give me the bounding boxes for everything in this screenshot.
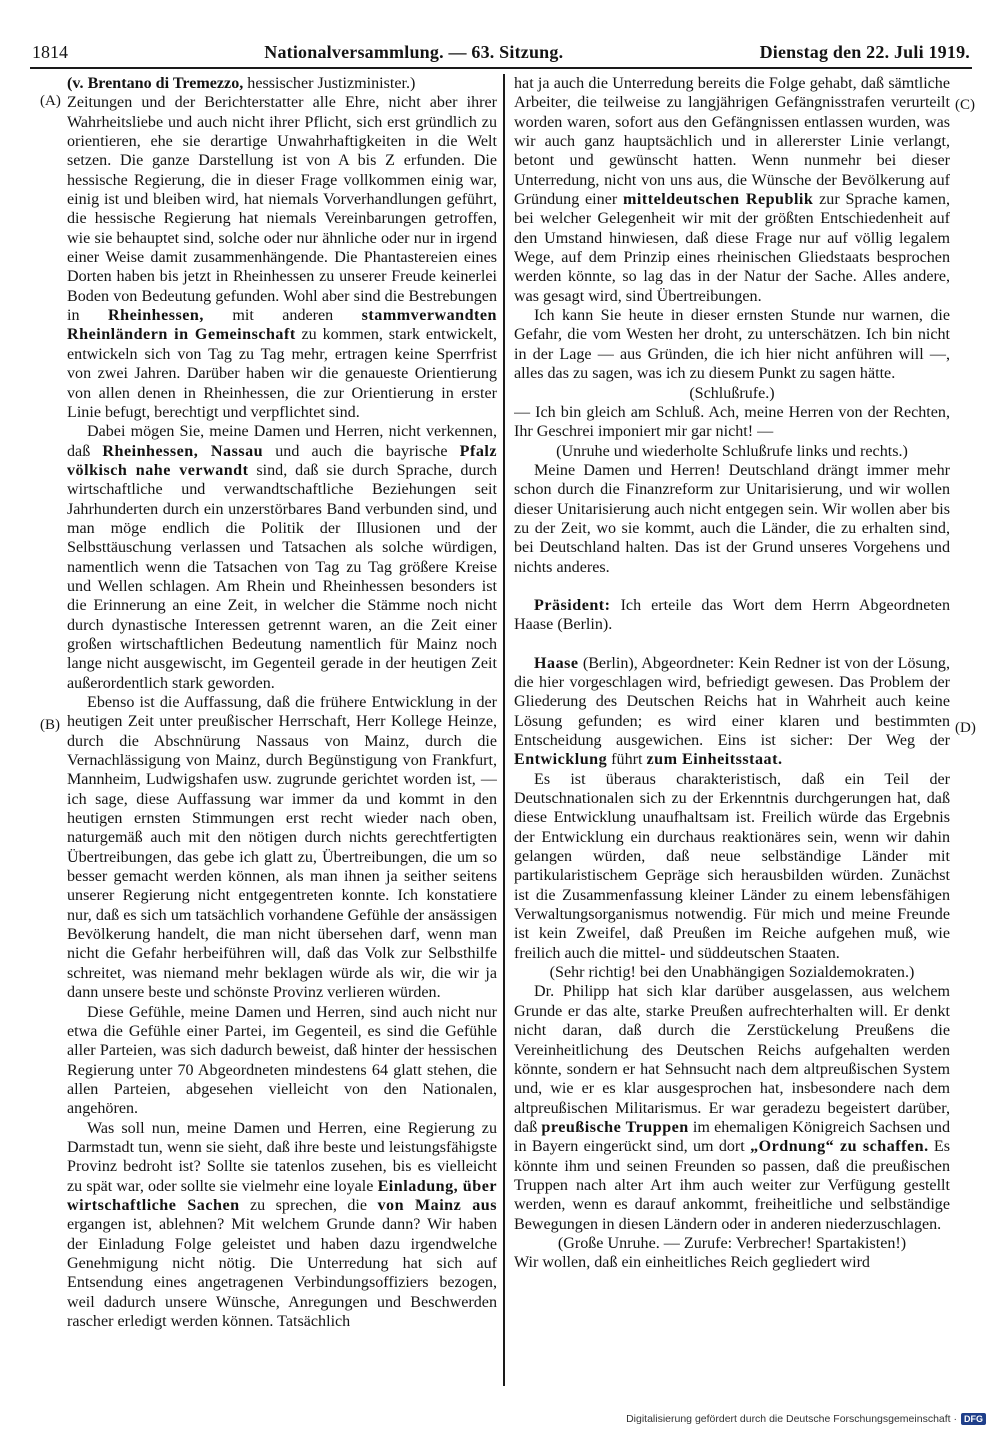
bold-phrase: preußische Truppen (541, 1118, 689, 1136)
text-run: zu kommen, stark entwickelt, entwickeln sich von Tag zu Tag mehr, ertragen keine Sperrfrist von zwei Jahren. Darüber haben wir die genaueste Orientierung von allen denen in Rheinhessen, die zur Orientierung in erster Linie befugt, berechtigt und verpflichtet sind. (67, 326, 497, 421)
text-run: zu sprechen, die (239, 1196, 367, 1214)
interjection: (Unruhe und wiederholte Schlußrufe links und rechts.) (556, 442, 908, 460)
bold-phrase: „Ordnung“ zu schaffen. (750, 1138, 929, 1156)
bold-phrase: Pfalz völkisch nahe verwandt (67, 442, 497, 479)
text-run: mit anderen (203, 307, 334, 325)
speaker-role: hessischer Justizminister.) (243, 75, 416, 92)
paragraph (67, 1119, 497, 1332)
text-run: ergangen ist, ablehnen? Mit welchem Grunde dann? Wir haben der Einladung Folge geleistet und haben dazu irgendwelche Genehmigung nicht nötig. Die Unterredung hat sich auf Entsendung eines angetragenen Verbindungsoffiziers bezogen, weil dadurch unsere Wünsche, Anregungen und Beschwerden rascher erledigt werden können. Tatsächlich (67, 1216, 497, 1330)
speaker-name: Haase (534, 654, 579, 672)
text-run: im ehemaligen Königreich Sachsen und in Bayern eingerückt sind, um dort (514, 1118, 950, 1156)
page-number: 1814 (32, 42, 68, 62)
bold-phrase: zum Einheitsstaat. (646, 751, 783, 769)
bold-phrase: Rheinhessen, (108, 307, 204, 325)
paragraph (514, 982, 950, 1233)
column-divider (503, 74, 505, 1386)
right-column (514, 74, 950, 1390)
bold-phrase: mitteldeutschen Republik (623, 191, 814, 209)
bold-phrase: Einladung, über wirtschaftliche Sachen (67, 1177, 497, 1214)
interjection: (Große Unruhe. — Zurufe: Verbrecher! Spartakisten!) (557, 1234, 907, 1252)
paragraph: Meine Damen und Herren! Deutschland drängt immer mehr schon durch die Finanzreform zur Unitarisierung, und wir wollen dieser Unitarisierung auch nicht entgegen sein. Wir wollen aber bis zu der Zeit, wo sie kommt, auch die Länder, die zu erhalten sind, bei Deutschland halten. Das ist der Grund unseres Vorgehens und nichts anderes. (514, 461, 950, 576)
margin-mark-b: (B) (40, 717, 60, 733)
margin-mark-c: (C) (955, 97, 975, 113)
speaker-name: (v. Brentano di Tremezzo, (67, 75, 244, 92)
bold-phrase: Entwicklung (514, 751, 608, 769)
paragraph: Ich kann Sie heute in dieser ernsten Stunde nur warnen, die Gefahr, die vom Westen her droht, zu unterschätzen. Ich bin nicht in der Lage — aus Gründen, die ich hier nicht anführen will —, alles das zu sagen, was ich zu diesem Punkt zu sagen hätte. (514, 307, 950, 383)
running-title: Nationalversammlung. — 63. Sitzung. (264, 42, 564, 62)
text-run: führt (607, 751, 643, 769)
paragraph: — Ich bin gleich am Schluß. Ach, meine Herren von der Rechten, Ihr Geschrei imponiert mir gar nicht! — (514, 403, 950, 441)
text-run: Ich erteile das Wort dem Herrn Abgeordneten Haase (Berlin). (514, 596, 950, 634)
bold-phrase: stammverwandten Rheinländern in Gemeinschaft (67, 307, 497, 344)
interjection: (Sehr richtig! bei den Unabhängigen Sozialdemokraten.) (549, 964, 915, 982)
text-run: (Berlin), Abgeordneter: Kein Redner ist von der Lösung, die hier vorgeschlagen wird, befriedigt gewesen. Das Problem der Gliederung des Deutschen Reichs hat in Wahrheit auch keine Lösung gefunden; es wird einer klaren und bestimmten Entscheidung ausgewichen. Eins ist sicher: Der Weg der (514, 654, 950, 749)
paragraph (67, 93, 497, 422)
paragraph (67, 422, 497, 693)
haase-speech-start (514, 654, 950, 770)
text-run: Dabei mögen Sie, meine Damen und Herren, nicht verkennen, daß (67, 423, 497, 460)
bold-phrase: von Mainz aus (377, 1196, 497, 1214)
bold-phrase: Rheinhessen, Nassau (102, 442, 264, 460)
paragraph: Ebenso ist die Auffassung, daß die frühere Entwicklung in der heutigen Zeit unter preußischer Herrschaft, Herr Kollege Heinze, durch die Abschnürung Nassaus von Mainz, durch die Vernachlässigung von Mainz, durch Begünstigung von Frankfurt, Mannheim, Ludwigshafen usw. zugrunde gerichtet worden ist, — ich sage, diese Auffassung war immer da und kommt in den heutigen ernsten Stimmungen erst recht wieder nach oben, naturgemäß auch mit den nötigen durch nichts gerechtfertigten Übertreibungen, das gebe ich glatt zu, Übertreibungen, die um so besser gemacht werden können, als man ihnen ja seither seitens unserer Regierung nicht entgegentreten konnte. Ich konstatiere nur, daß es sich um tatsächlich vorhandene Gefühle der ansässigen Bevölkerung handelt, die man nicht übersehen darf, wenn man nicht die Gefahr herbeiführen will, daß das Volk zur Selbsthilfe schreitet, was niemand mehr beklagen würde als wir, die wir ja dann unsere beste und schönste Provinz verlieren würden. (67, 694, 497, 1002)
president-remark (514, 596, 950, 635)
left-column (67, 74, 497, 1390)
dfg-logo: DFG (961, 1413, 986, 1425)
margin-mark-d: (D) (955, 720, 976, 736)
paragraph (514, 74, 950, 306)
session-date: Dienstag den 22. Juli 1919. (759, 42, 970, 62)
header-rule (30, 67, 972, 69)
text-run: und auch die bayrische (263, 442, 448, 460)
text-run: hat ja auch die Unterredung bereits die Folge gehabt, daß sämtliche Arbeiter, die teilweise zu langjährigen Gefängnisstrafen verurteilt worden waren, sofort aus den Gefängnissen entlassen wurden, was wir auch ganz hauptsächlich und in allererster Linie verlangt, betont und gewünscht hatten. Wenn nunmehr bei dieser Unterredung, nicht von uns aus, die Wünsche der Bevölkerung auf Gründung einer (514, 75, 950, 209)
text-run: Was soll nun, meine Damen und Herren, eine Regierung zu Darmstadt tun, wenn sie sieht, daß ihre beste und leistungsfähigste Provinz bedroht ist? Sollte sie tatenlos zusehen, bis es vielleicht zu spät war, oder sollte sie vielmehr eine loyale (67, 1119, 497, 1195)
text-run: zur Sprache kamen, bei welcher Gelegenheit wir mit der größten Entschiedenheit auf den Umstand hinwiesen, daß diese Frage nur auf völlig legalem Wege, auf dem Prinzip eines rheinischen Gliedstaats besprochen werden könnte, so lag das in der Natur der Sache. Alles andere, was gesagt wird, sind Übertreibungen. (514, 191, 950, 305)
text-run: Es könnte ihm und seinen Freunden so passen, daß die preußischen Truppen nach alter Art ihm auch weiter zur Verfügung gestellt werden, wenn es darauf ankommt, freiheitliche und selbständige Bewegungen in diesen Ländern oder in anderen niederzuschlagen. (514, 1138, 950, 1233)
paragraph: Es ist überaus charakteristisch, daß ein Teil der Deutschnationalen sich zu der Erkenntnis durchgerungen hat, daß diese Entwicklung unaufhaltsam ist. Freilich würde das Ergebnis der Entwicklung ein durchaus reaktionäres sein, wenn wir dahin gelangen würden, daß neue selbständige Länder mit partikularistischem Gepräge sich herausbilden würden. Zunächst ist die Zusammenfassung kleiner Länder zu einem lebensfähigen Verwaltungsorganismus notwendig. Für mich und meine Freunde ist kein Zweifel, daß Preußen im Reiche aufgehen muß, wie freilich auch die mittel- und süddeutschen Staaten. (514, 770, 950, 962)
text-run: Dr. Philipp hat sich klar darüber ausgelassen, aus welchem Grunde er das alte, starke Preußen aufrechterhalten will. Er denkt nicht daran, daß durch die Zerstückelung Preußens die Vereinheitlichung des Deutschen Reichs aufgehalten werden könnte, sondern er hat Sehnsucht nach dem altpreußischen System und, wie er es klar ausgesprochen hat, insbesondere nach dem altpreußischen Militarismus. Er war geradezu begeistert darüber, daß (514, 983, 950, 1136)
paragraph: Diese Gefühle, meine Damen und Herren, sind auch nicht nur etwa die Gefühle einer Partei, im Gegenteil, es sind die Gefühle aller Parteien, was sich dadurch beweist, daß hinter der hessischen Regierung unter 70 Abgeordneten mindestens 64 glatt stehen, die allen Parteien, abgesehen vielleicht von den Nationalen, angehören. (67, 1003, 497, 1118)
text-run: Zeitungen und der Berichterstatter alle Ehre, nicht aber ihrer Wahrheitsliebe und auch nicht ihrer Pflicht, sich erst gründlich zu orientieren, ehe sie derartige Unwahrhaftigkeiten in die Welt setzen. Die ganze Darstellung ist von A bis Z erfunden. Die hessische Regierung, die in dieser Frage vollkommen einig war, einig ist und bleiben wird, hat niemals Vorverhandlungen geführt, die hessische Regierung hat niemals Vereinbarungen getroffen, wie sie behauptet sind, solche oder nur ähnliche oder nur in irgend einer Weise damit zusammenhängende. Die Phantastereien eines Dorten haben bis jetzt in Rheinhessen zu unserer Freude keinerlei Boden von Bedeutung gefunden. Wohl aber sind die Bestrebungen in (67, 94, 497, 325)
page-header (32, 42, 970, 63)
digitization-credit (626, 1413, 986, 1425)
credit-text: Digitalisierung gefördert durch die Deutsche Forschungsgemeinschaft · (626, 1413, 957, 1425)
speaker-continuation (67, 74, 497, 93)
text-run: sind, daß sie durch Sprache, durch wirtschaftliche und verwandtschaftliche Beziehungen seit Jahrhunderten durch ein unzerstörbares Band verbunden sind, und man möge endlich die Politik der Illusionen und der Selbsttäuschung verlassen und Tatsachen als solche würdigen, namentlich wenn die Tatsachen von Tag zu Tag größere Kreise und Wellen schlagen. Am Rhein und Rheinhessen besonders ist die Erinnerung an eine Zeit, in welcher die Stämme noch nicht durch dynastische Interessen getrennt waren, an die Zeit einer großen wirtschaftlichen Bedeutung namentlich für Mainz noch lange nicht ausgewischt, im Gegenteil gerade in der heutigen Zeit außerordentlich stark geworden. (67, 461, 497, 692)
interjection: (Schlußrufe.) (689, 384, 775, 402)
margin-mark-a: (A) (40, 93, 61, 109)
paragraph: Wir wollen, daß ein einheitliches Reich gegliedert wird (514, 1254, 870, 1272)
speaker-name: Präsident: (534, 596, 611, 614)
